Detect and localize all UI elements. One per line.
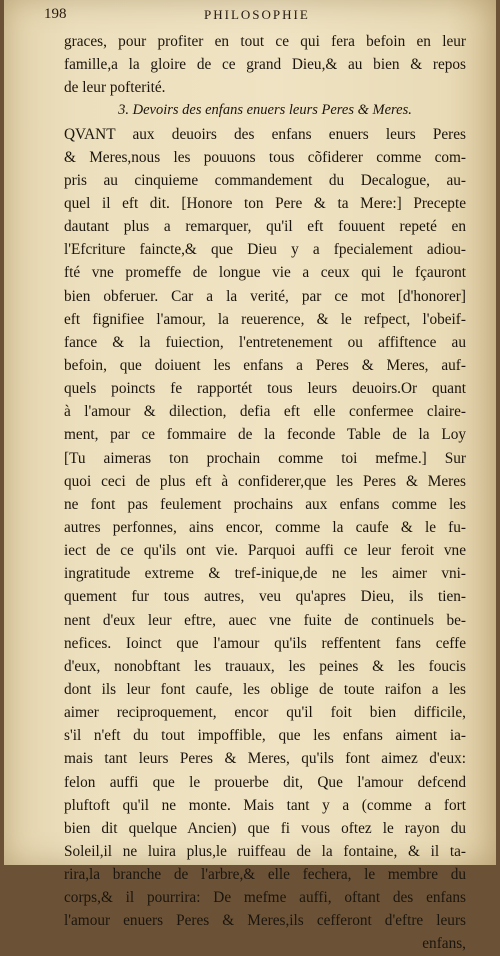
text-line: QVANT aux deuoirs des enfans enuers leurs Peres: [64, 125, 466, 143]
text-line: quel il eft dit. [Honore ton Pere & ta Mere:] Precepte: [64, 194, 466, 212]
text-line: [Tu aimeras ton prochain comme toi mefme.] Sur: [64, 449, 466, 467]
text-line: bien obferuer. Car a la verité, par ce mot [d'honorer]: [64, 287, 466, 305]
text-line: ingratitude extreme & tref-inique,de ne les aimer vni-: [64, 565, 466, 583]
text-line: l'amour enuers Peres & Meres,ils cefferont d'eftre leurs: [64, 912, 466, 930]
text-line: eft fignifiee l'amour, la reuerence, & le refpect, l'obeif-: [64, 310, 466, 328]
text-line: fté vne promeffe de longue vie a ceux qui le fçauront: [64, 264, 466, 282]
text-line: autres perfonnes, ains encor, comme la caufe & le fu-: [64, 518, 466, 536]
text-line: bien dit quelque Ancien) que fi vous oftez le rayon du: [64, 819, 466, 837]
text-block: [64, 30, 466, 956]
text-line: befoin, que doiuent les enfans a Peres & Meres, auf-: [64, 356, 466, 374]
text-line: ment, par ce fommaire de la feconde Table de la Loy: [64, 426, 466, 444]
text-line: aimer reciproquement, encor qu'il foit bien difficile,: [64, 704, 466, 722]
text-line: felon auffi que le prouerbe dit, Que l'amour defcend: [64, 773, 466, 791]
text-line: mais tant leurs Peres & Meres, qu'ils font aimez d'eux:: [64, 750, 466, 768]
text-line: l'Efcriture faincte,& que Dieu y a fpecialement adiou-: [64, 241, 466, 259]
running-head: [44, 6, 464, 28]
text-line: & Meres,nous les pouuons tous cõfiderer comme com-: [64, 148, 466, 166]
text-line: pluftoft qu'il ne monte. Mais tant y a (comme a fort: [64, 796, 466, 814]
book-page: [4, 0, 496, 953]
text-line: ne font pas feulement prochains aux enfans comme les: [64, 495, 466, 513]
text-line: dautant plus a remarquer, qu'il eft fouuent repeté en: [64, 218, 466, 236]
text-line: quoi ceci de plus eft à confiderer,que les Peres & Meres: [64, 472, 466, 490]
text-line: Soleil,il ne luira plus,le ruiffeau de la fontaine, & il ta-: [64, 842, 466, 860]
text-line: s'il n'eft du tout impoffible, que les enfans aiment ia-: [64, 727, 466, 745]
text-line: graces, pour profiter en tout ce qui fera befoin en leur: [64, 33, 466, 50]
running-title: PHILOSOPHIE: [204, 7, 310, 22]
text-line: rira,la branche de l'arbre,& elle fechera, le membre du: [64, 866, 466, 884]
text-line: nefices. Ioinct que l'amour qu'ils reffentent fans ceffe: [64, 634, 466, 652]
text-line: corps,& il pourrira: De mefme auffi, oftant des enfans: [64, 889, 466, 907]
text-line: d'eux, nonobftant les trauaux, les peines & les foucis: [64, 657, 466, 675]
text-line: nent d'eux leur eftre, auec vne fuite de continuels be-: [64, 611, 466, 629]
text-line: famille,a la gloire de ce grand Dieu,& au bien & repos: [64, 56, 466, 74]
page-number: 198: [44, 6, 67, 22]
text-line: iect de ce qu'ils ont vie. Parquoi auffi ce leur feroit vne: [64, 542, 466, 560]
text-line: de leur pofterité.: [64, 79, 166, 97]
text-line: quement fur tous autres, veu qu'apres Dieu, ils tien-: [64, 588, 466, 606]
text-line: dont ils leur font caufe, les oblige de toute raifon a les: [64, 680, 466, 698]
text-line: quels poincts fe rapportét tous leurs deuoirs.Or quant: [64, 380, 466, 398]
text-line: à l'amour & dilection, defia eft elle confermee claire-: [64, 403, 466, 421]
text-line: pris au cinquieme commandement du Decalogue, au-: [64, 171, 466, 189]
section-heading: 3. Devoirs des enfans enuers leurs Peres & Meres.: [118, 102, 412, 119]
text-line: fance & la fuiection, l'entretenement ou affiftence au: [64, 333, 466, 351]
catchword: enfans,: [422, 935, 466, 953]
